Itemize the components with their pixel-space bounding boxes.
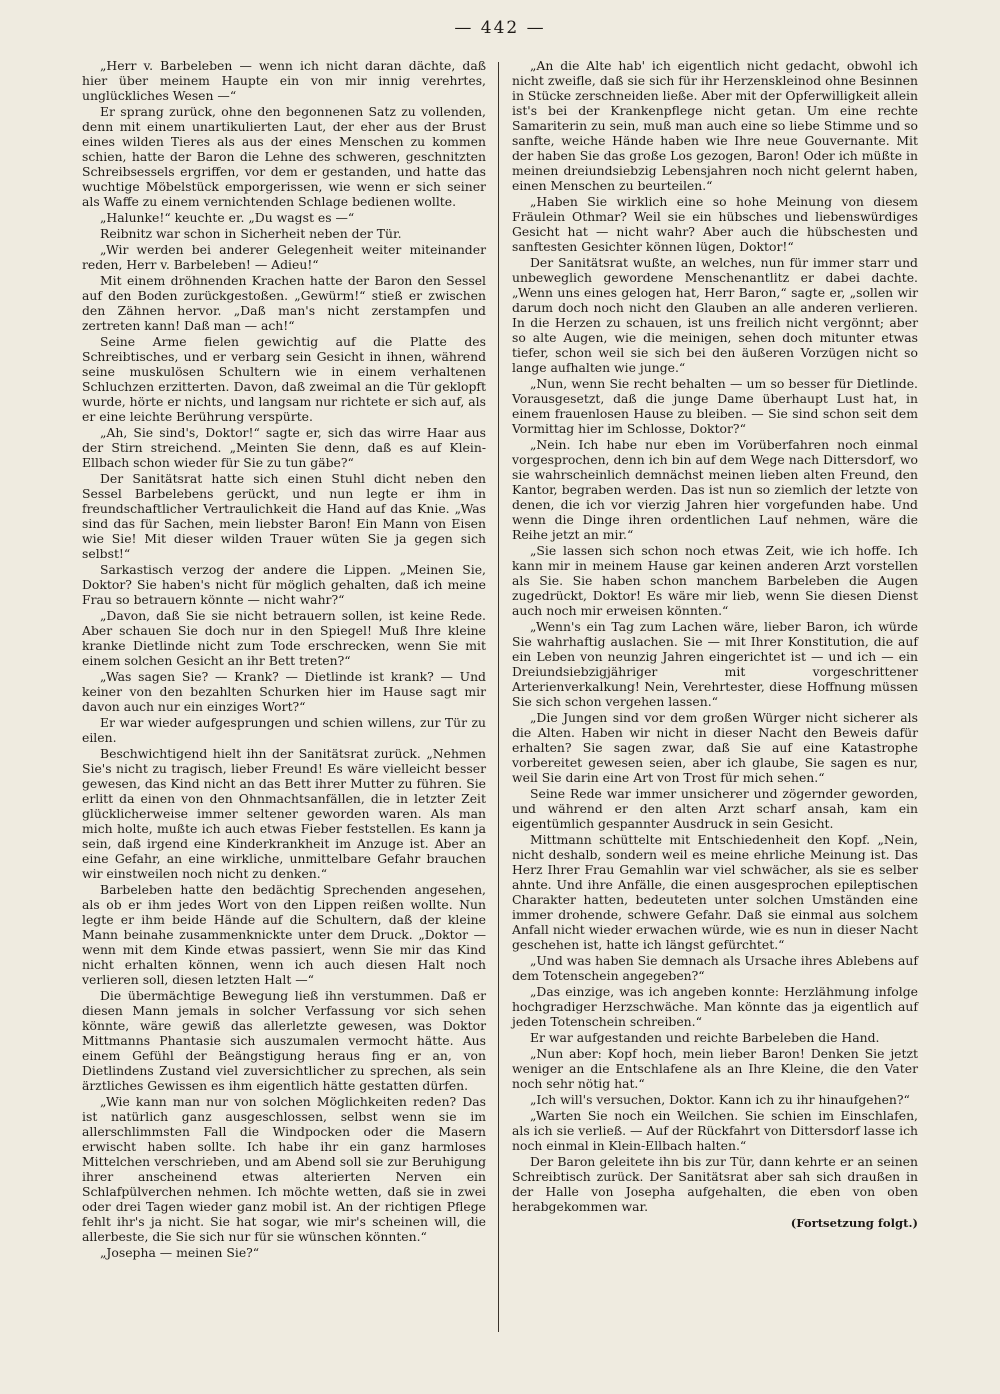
paragraph: Mittmann schüttelte mit Entschiedenheit den Kopf. „Nein, nicht deshalb, sondern weil es meine ehrliche Meinung ist. Das Herz Ihrer Frau Gemahlin war viel schwächer, als sie es selber ahnte. Und ihre Anfälle, die einen ausgesprochen epileptischen Charakter hatten, bedeuteten unter solchen Umständen eine immer drohende, schwere Gefahr. Daß sie einmal aus solchem Anfall nicht wieder erwachen würde, wie es nun in dieser Nacht geschehen ist, hatte ich längst gefürchtet.“ — [512, 832, 918, 952]
paragraph: Sarkastisch verzog der andere die Lippen. „Meinen Sie, Doktor? Sie haben's nicht für möglich gehalten, daß ich meine Frau so betrauern könnte — nicht wahr?“ — [82, 562, 486, 607]
paragraph: Er war wieder aufgesprungen und schien willens, zur Tür zu eilen. — [82, 715, 486, 745]
paragraph: „Und was haben Sie demnach als Ursache ihres Ablebens auf dem Totenschein angegeben?“ — [512, 953, 918, 983]
paragraph: Der Sanitätsrat wußte, an welches, nun für immer starr und unbeweglich gewordene Menschenantlitz er dabei dachte. „Wenn uns eines gelogen hat, Herr Baron,“ sagte er, „sollen wir darum doch noch nicht den Glauben an alle anderen verlieren. In die Herzen zu schauen, ist uns freilich nicht vergönnt; aber so alte Augen, wie die meinigen, sehen doch mitunter etwas tiefer, schon weil sie sich bei den äußeren Vorzügen nicht so lange aufhalten wie junge.“ — [512, 255, 918, 375]
page-number: — 442 — — [454, 18, 546, 38]
paragraph: „Warten Sie noch ein Weilchen. Sie schien im Einschlafen, als ich sie verließ. — Auf der Rückfahrt von Dittersdorf lasse ich noch einmal in Klein-Ellbach halten.“ — [512, 1108, 918, 1153]
paragraph: „Herr v. Barbeleben — wenn ich nicht daran dächte, daß hier über meinem Haupte ein von mir innig verehrtes, unglückliches Wesen —“ — [82, 58, 486, 103]
paragraph: Die übermächtige Bewegung ließ ihn verstummen. Daß er diesen Mann jemals in solcher Verfassung vor sich sehen könnte, wäre gewiß das allerletzte gewesen, was Doktor Mittmanns Phantasie sich auszumalen vermocht hätte. Aus einem Gefühl der Beängstigung heraus fing er an, von Dietlindens Zustand viel zuversichtlicher zu sprechen, als sein ärztliches Gewissen es ihm eigentlich hätte gestatten dürfen. — [82, 988, 486, 1093]
paragraph: „Sie lassen sich schon noch etwas Zeit, wie ich hoffe. Ich kann mir in meinem Hause gar keinen anderen Arzt vorstellen als Sie. Sie haben schon manchem Barbeleben die Augen zugedrückt, Doktor! Es wäre mir lieb, wenn Sie diesen Dienst auch noch mir erweisen könnten.“ — [512, 543, 918, 618]
paragraph: Seine Arme fielen gewichtig auf die Platte des Schreibtisches, und er verbarg sein Gesicht in ihnen, während seine muskulösen Schultern wie in einem verhaltenen Schluchzen erzitterten. Davon, daß zweimal an die Tür geklopft wurde, hörte er nichts, und langsam nur richtete er sich auf, als er eine leichte Berührung verspürte. — [82, 334, 486, 424]
continuation-note: (Fortsetzung folgt.) — [790, 1216, 918, 1230]
paragraph: Der Sanitätsrat hatte sich einen Stuhl dicht neben den Sessel Barbelebens gerückt, und nun legte er ihm in freundschaftlicher Vertraulichkeit die Hand auf das Knie. „Was sind das für Sachen, mein liebster Baron! Ein Mann von Eisen wie Sie! Mit dieser wilden Trauer wüten Sie ja gegen sich selbst!“ — [82, 471, 486, 561]
paragraph: Beschwichtigend hielt ihn der Sanitätsrat zurück. „Nehmen Sie's nicht zu tragisch, lieber Freund! Es wäre vielleicht besser gewesen, das Kind nicht an das Bett ihrer Mutter zu führen. Sie erlitt da einen von den Ohnmachtsanfällen, die in letzter Zeit glücklicherweise immer seltener geworden waren. Als man mich holte, mußte ich auch etwas Fieber feststellen. Es kann ja sein, daß irgend eine Kinderkrankheit im Anzuge ist. Aber an eine Gefahr, an eine wirkliche, unmittelbare Gefahr brauchen wir einstweilen noch nicht zu denken.“ — [82, 746, 486, 881]
paragraph: „Nun, wenn Sie recht behalten — um so besser für Dietlinde. Vorausgesetzt, daß die junge Dame überhaupt Lust hat, in einem frauenlosen Hause zu bleiben. — Sie sind schon seit dem Vormittag hier im Schlosse, Doktor?“ — [512, 376, 918, 436]
paragraph: Er war aufgestanden und reichte Barbeleben die Hand. — [530, 1030, 880, 1045]
right-column — [512, 58, 918, 1364]
paragraph: Der Baron geleitete ihn bis zur Tür, dann kehrte er an seinen Schreibtisch zurück. Der Sanitätsrat aber sah sich draußen in der Halle von Josepha aufgehalten, die eben von oben herabgekommen war. — [512, 1154, 918, 1214]
paragraph: „Wie kann man nur von solchen Möglichkeiten reden? Das ist natürlich ganz ausgeschlossen, selbst wenn sie im allerschlimmsten Fall die Windpocken oder die Masern erwischt haben sollte. Ich habe ihr ein ganz harmloses Mittelchen verschrieben, und am Abend soll sie zur Beruhigung ihrer anscheinend etwas alterierten Nerven ein Schlafpülverchen nehmen. Ich möchte wetten, daß sie in zwei oder drei Tagen wieder ganz mobil ist. An der richtigen Pflege fehlt ihr's ja nicht. Sie hat sogar, wie mir's scheinen will, die allerbeste, die Sie sich nur für sie wünschen könnten.“ — [82, 1094, 486, 1244]
paragraph: „Ah, Sie sind's, Doktor!“ sagte er, sich das wirre Haar aus der Stirn streichend. „Meinten Sie denn, daß es auf Klein-Ellbach schon wieder für Sie zu tun gäbe?“ — [82, 425, 486, 470]
left-column — [82, 58, 486, 1364]
paragraph: „Was sagen Sie? — Krank? — Dietlinde ist krank? — Und keiner von den bezahlten Schurken hier im Hause sagt mir davon auch nur ein einziges Wort?“ — [82, 669, 486, 714]
paragraph: „Nun aber: Kopf hoch, mein lieber Baron! Denken Sie jetzt weniger an die Entschlafene als an Ihre Kleine, die den Vater noch sehr nötig hat.“ — [512, 1046, 918, 1091]
paragraph: Er sprang zurück, ohne den begonnenen Satz zu vollenden, denn mit einem unartikulierten Laut, der eher aus der Brust eines wilden Tieres als aus der eines Menschen zu kommen schien, hatte der Baron die Lehne des schweren, geschnitzten Schreibsessels ergriffen, vor dem er gestanden, und hatte das wuchtige Möbelstück emporgerissen, wie wenn er sich seiner als Waffe zu einem vernichtenden Schlage bedienen wollte. — [82, 104, 486, 209]
paragraph: Reibnitz war schon in Sicherheit neben der Tür. — [100, 226, 402, 241]
paragraph: „Davon, daß Sie sie nicht betrauern sollen, ist keine Rede. Aber schauen Sie doch nur in den Spiegel! Muß Ihre kleine kranke Dietlinde nicht zum Tode erschrecken, wenn Sie mit einem solchen Gesicht an ihr Bett treten?“ — [82, 608, 486, 668]
paragraph: „Die Jungen sind vor dem großen Würger nicht sicherer als die Alten. Haben wir nicht in dieser Nacht den Beweis dafür erhalten? Sie sagen zwar, daß Sie auf eine Katastrophe vorbereitet gewesen seien, aber ich glaube, Sie sagen es nur, weil Sie darin eine Art von Trost für mich sehen.“ — [512, 710, 918, 785]
paragraph: „An die Alte hab' ich eigentlich nicht gedacht, obwohl ich nicht zweifle, daß sie sich für ihr Herzenskleinod ohne Besinnen in Stücke zerschneiden ließe. Aber mit der Opferwilligkeit allein ist's bei der Krankenpflege nicht getan. Um eine rechte Samariterin zu sein, muß man auch eine so liebe Stimme und so sanfte, weiche Hände haben wie Ihre neue Gouvernante. Mit der haben Sie das große Los gezogen, Baron! Oder ich müßte in meinen dreiundsiebzig Lebensjahren noch nicht gelernt haben, einen Menschen zu beurteilen.“ — [512, 58, 918, 193]
paragraph: Mit einem dröhnenden Krachen hatte der Baron den Sessel auf den Boden zurückgestoßen. „Gewürm!“ stieß er zwischen den Zähnen hervor. „Daß man's nicht zerstampfen und zertreten kann! Daß man — ach!“ — [82, 273, 486, 333]
column-divider — [498, 62, 499, 1332]
paragraph: „Wenn's ein Tag zum Lachen wäre, lieber Baron, ich würde Sie wahrhaftig auslachen. Sie — mit Ihrer Konstitution, die auf ein Leben von neunzig Jahren eingerichtet ist — und ich — ein Dreiundsiebzigjähriger mit vorgeschrittener Arterienverkalkung! Nein, Verehrtester, diese Hoffnung müssen Sie sich schon vergehen lassen.“ — [512, 619, 918, 709]
paragraph: „Halunke!“ keuchte er. „Du wagst es —“ — [100, 210, 355, 225]
paragraph: „Josepha — meinen Sie?“ — [100, 1245, 260, 1260]
paragraph: „Ich will's versuchen, Doktor. Kann ich zu ihr hinaufgehen?“ — [530, 1092, 910, 1107]
paragraph: „Wir werden bei anderer Gelegenheit weiter miteinander reden, Herr v. Barbeleben! — Adieu!“ — [82, 242, 486, 272]
paragraph: „Das einzige, was ich angeben konnte: Herzlähmung infolge hochgradiger Herzschwäche. Man könnte das ja eigentlich auf jeden Totenschein schreiben.“ — [512, 984, 918, 1029]
paragraph: „Haben Sie wirklich eine so hohe Meinung von diesem Fräulein Othmar? Weil sie ein hübsches und liebenswürdiges Gesicht hat — nicht wahr? Aber auch die hübschesten und sanftesten Gesichter können lügen, Doktor!“ — [512, 194, 918, 254]
paragraph: „Nein. Ich habe nur eben im Vorüberfahren noch einmal vorgesprochen, denn ich bin auf dem Wege nach Dittersdorf, wo sie wahrscheinlich demnächst meinen lieben alten Freund, den Kantor, begraben werden. Das ist nun so ziemlich der letzte von denen, die ich vor vierzig Jahren hier vorgefunden habe. Und wenn die Dinge ihren ordentlichen Lauf nehmen, wäre die Reihe jetzt an mir.“ — [512, 437, 918, 542]
paragraph: Barbeleben hatte den bedächtig Sprechenden angesehen, als ob er ihm jedes Wort von den Lippen reißen wollte. Nun legte er ihm beide Hände auf die Schultern, daß der kleine Mann beinahe zusammenknickte unter dem Druck. „Doktor — wenn mit dem Kinde etwas passiert, wenn Sie mir das Kind nicht erhalten können, wenn ich auch diesen Halt noch verlieren soll, diesen letzten Halt —“ — [82, 882, 486, 987]
paragraph: Seine Rede war immer unsicherer und zögernder geworden, und während er den alten Arzt scharf ansah, kam ein eigentümlich gespannter Ausdruck in sein Gesicht. — [512, 786, 918, 831]
